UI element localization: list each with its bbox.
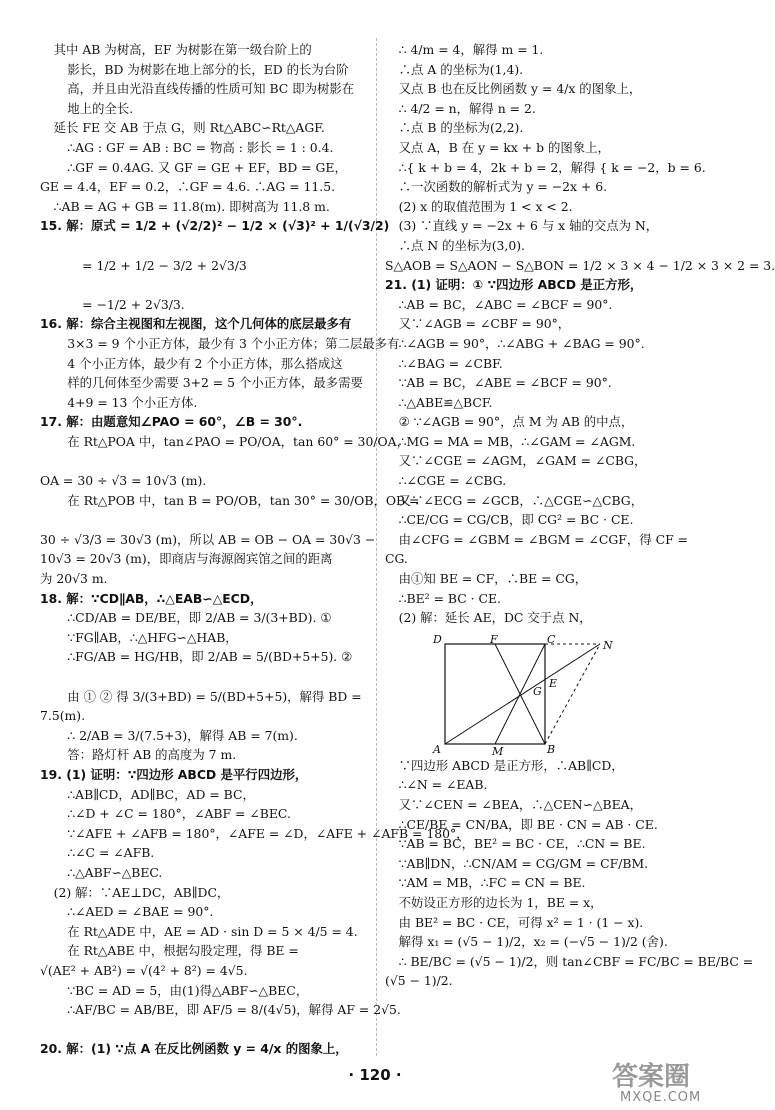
text-line: ∴CD/AB = DE/BE，即 2/AB = 3/(3+BD). ①: [67, 610, 332, 626]
text-line: 又∵∠ECG = ∠GCB，∴△CGE∽△CBG，: [398, 492, 644, 508]
text-line: 又∵∠CEN = ∠BEA，∴△CEN∽△BEA，: [398, 797, 642, 812]
right-column: [385, 40, 775, 991]
text-line: ∴GF = 0.4AG. 又 GF = GE + EF，BD = GE，: [67, 159, 347, 175]
text-line: ∴一次函数的解析式为 y = −2x + 6.: [398, 179, 608, 195]
watermark-site: MXQE.COM: [620, 1090, 702, 1105]
label-c: C: [547, 632, 556, 646]
text-line: ∴点 N 的坐标为(3,0).: [398, 237, 525, 253]
text-line: ∴MG = MA = MB，∴∠GAM = ∠AGM.: [398, 433, 636, 449]
text-line: ∴△ABE≌△BCF.: [398, 394, 493, 410]
text-line: ∴∠AGB = 90°，∴∠ABG + ∠BAG = 90°.: [398, 335, 645, 351]
text-line: ∴AF/BC = AB/BE，即 AF/5 = 8/(4√5)，解得 AF = 2√5.: [67, 1002, 401, 1018]
text-line: 16. 解：综合主视图和左视图，这个几何体的底层最多有: [40, 316, 352, 332]
text-line: ∴∠N = ∠EAB.: [398, 777, 488, 793]
label-f: F: [490, 632, 498, 646]
text-line: ∵∠AFE + ∠AFB = 180°，∠AFE = ∠D，∠AFE + ∠AFB = 180°，: [67, 825, 469, 841]
text-line: ∴点 B 的坐标为(2,2).: [398, 120, 524, 136]
text-line: OA = 30 ÷ √3 = 10√3 (m).: [40, 473, 207, 489]
text-line: 30 ÷ √3/3 = 30√3 (m)，所以 AB = OB − OA = 30√3 −: [40, 531, 376, 547]
label-b: B: [547, 742, 556, 756]
label-e: E: [549, 676, 558, 690]
text-line: ∴ BE/BC = (√5 − 1)/2，则 tan∠CBF = FC/BC = BE/BC =: [398, 953, 754, 969]
page-number: · 120 ·: [348, 1066, 402, 1084]
text-line: 20. 解：(1) ∵点 A 在反比例函数 y = 4/x 的图象上，: [40, 1041, 348, 1057]
text-line: ∴ 4/2 = n，解得 n = 2.: [398, 100, 536, 116]
text-line: ∵AB∥DN，∴CN/AM = CG/GM = CF/BM.: [398, 855, 649, 871]
text-line: 不妨设正方形的边长为 1，BE = x，: [398, 894, 603, 910]
text-line: (3) ∵直线 y = −2x + 6 与 x 轴的交点为 N，: [398, 218, 659, 234]
label-g: G: [533, 684, 542, 698]
text-line: GE = 4.4，EF = 0.2，∴GF = 4.6. ∴AG = 11.5.: [40, 179, 336, 195]
text-line: 由 BE² = BC · CE，可得 x² = 1 · (1 − x).: [398, 914, 644, 930]
text-line: 又∵∠AGB = ∠CBF = 90°，: [398, 316, 571, 332]
text-line: ∵AB = BC，BE² = BC · CE，∴CN = BE.: [398, 836, 646, 852]
text-line: 在 Rt△POA 中，tan∠PAO = PO/OA，tan 60° = 30/OA，: [67, 433, 409, 449]
text-line: 4 个小正方体，最少有 2 个小正方体，那么搭成这: [67, 355, 343, 371]
text-line: 答：路灯杆 AB 的高度为 7 m.: [67, 747, 237, 763]
text-line: [40, 275, 368, 295]
text-line: 由①知 BE = CF，∴BE = CG，: [398, 571, 588, 587]
text-line: ∴∠AED = ∠BAE = 90°.: [67, 904, 214, 920]
text-line: (2) 解：延长 AE，DC 交于点 N，: [398, 610, 592, 626]
text-line: 在 Rt△POB 中，tan B = PO/OB，tan 30° = 30/OB，OB =: [67, 492, 420, 508]
text-line: 4+9 = 13 个小正方体.: [67, 394, 198, 410]
text-line: 17. 解：由题意知∠PAO = 60°，∠B = 30°.: [40, 414, 303, 430]
text-line: ∴FG/AB = HG/HB，即 2/AB = 5/(BD+5+5). ②: [67, 649, 353, 665]
label-a: A: [433, 742, 441, 756]
text-line: 15. 解：原式 = 1/2 + (√2/2)² − 1/2 × (√3)² + 1/(√3/2): [40, 218, 390, 234]
text-line: (√5 − 1)/2.: [385, 973, 453, 989]
text-line: 又点 B 也在反比例函数 y = 4/x 的图象上，: [398, 81, 642, 97]
text-line: 21. (1) 证明：① ∵四边形 ABCD 是正方形，: [385, 277, 643, 293]
text-line: ∴BE² = BC · CE.: [398, 590, 501, 606]
text-line: ∴AB = BC，∠ABC = ∠BCF = 90°.: [398, 296, 613, 312]
text-line: ∵AB = BC，∠ABE = ∠BCF = 90°.: [398, 375, 612, 391]
text-line: ∴∠CGE = ∠CBG.: [398, 473, 507, 489]
label-d: D: [433, 632, 442, 646]
text-line: ∴AG : GF = AB : BC = 物高 : 影长 = 1 : 0.4.: [67, 139, 334, 155]
text-line: [40, 667, 368, 687]
text-line: 又点 A，B 在 y = kx + b 的图象上，: [398, 139, 610, 155]
text-line: ∴CE/CG = CG/CB，即 CG² = BC · CE.: [398, 512, 634, 528]
text-line: = −1/2 + 2√3/3.: [82, 296, 185, 312]
text-line: 为 20√3 m.: [40, 571, 108, 587]
text-line: 延长 FE 交 AB 于点 G，则 Rt△ABC∽Rt△AGF.: [53, 120, 325, 136]
text-line: 由 ① ② 得 3/(3+BD) = 5/(BD+5+5)，解得 BD =: [67, 688, 362, 704]
text-line: ② ∵∠AGB = 90°，点 M 为 AB 的中点，: [398, 414, 634, 430]
text-line: ∵FG∥AB，∴△HFG∽△HAB，: [67, 629, 238, 645]
text-line: ∴点 A 的坐标为(1,4).: [398, 61, 524, 77]
text-line: 在 Rt△ADE 中，AE = AD · sin D = 5 × 4/5 = 4.: [67, 923, 358, 939]
text-line: 又∵∠CGE = ∠AGM，∠GAM = ∠CBG，: [398, 453, 647, 469]
geometry-figure: [425, 634, 625, 752]
text-line: ∴ 2/AB = 3/(7.5+3)，解得 AB = 7(m).: [67, 727, 298, 743]
text-line: = 1/2 + 1/2 − 3/2 + 2√3/3: [82, 257, 247, 273]
text-line: 样的几何体至少需要 3+2 = 5 个小正方体，最多需要: [67, 375, 363, 391]
text-line: ∴∠D + ∠C = 180°，∠ABF = ∠BEC.: [67, 806, 291, 822]
text-line: ∴ 4/m = 4，解得 m = 1.: [398, 42, 544, 57]
text-line: 3×3 = 9 个小正方体，最少有 3 个小正方体；第二层最多有: [67, 335, 400, 351]
label-n: N: [603, 638, 613, 652]
text-line: 由∠CFG = ∠GBM = ∠BGM = ∠CGF，得 CF =: [398, 531, 689, 547]
text-line: CG.: [385, 551, 408, 567]
text-line: 高，并且由光沿直线传播的性质可知 BC 即为树影在: [67, 81, 355, 97]
text-line: [40, 510, 368, 530]
label-m: M: [492, 744, 504, 758]
text-line: 10√3 = 20√3 (m)，即商店与海源阁宾馆之间的距离: [40, 551, 333, 567]
text-line: ∴∠C = ∠AFB.: [67, 845, 155, 861]
text-line: 18. 解：∵CD∥AB，∴△EAB∽△ECD，: [40, 590, 263, 606]
text-line: 解得 x₁ = (√5 − 1)/2，x₂ = (−√5 − 1)/2 (舍).: [398, 934, 668, 950]
text-line: 影长，BD 为树影在地上部分的长，ED 的长为台阶: [67, 61, 349, 77]
text-line: ∴∠BAG = ∠CBF.: [398, 355, 503, 371]
watermark-logo: 答案圈: [612, 1062, 691, 1092]
text-line: 19. (1) 证明：∵四边形 ABCD 是平行四边形，: [40, 766, 308, 782]
text-line: ∵BC = AD = 5，由(1)得△ABF∽△BEC，: [67, 982, 309, 998]
text-line: ∵AM = MB，∴FC = CN = BE.: [398, 875, 586, 891]
text-line: ∴AB∥CD，AD∥BC，AD = BC，: [67, 786, 255, 802]
text-line: 在 Rt△ABE 中，根据勾股定理，得 BE =: [67, 943, 299, 959]
text-line: √(AE² + AB²) = √(4² + 8²) = 4√5.: [40, 962, 248, 978]
text-line: ∴AB = AG + GB = 11.8(m). 即树高为 11.8 m.: [53, 198, 330, 214]
text-line: ∴{ k + b = 4，2k + b = 2，解得 { k = −2，b = 6.: [398, 159, 706, 175]
text-line: [40, 1020, 368, 1040]
text-line: ∵四边形 ABCD 是正方形，∴AB∥CD，: [398, 757, 624, 773]
text-line: [40, 236, 368, 256]
text-line: [40, 451, 368, 471]
text-line: ∴△ABF∽△BEC.: [67, 864, 163, 880]
square-diagram: [385, 632, 715, 758]
text-line: 7.5(m).: [40, 708, 86, 724]
text-line: ∴CE/BE = CN/BA，即 BE · CN = AB · CE.: [398, 816, 658, 832]
text-line: S△AOB = S△AON − S△BON = 1/2 × 3 × 4 − 1/2 × 3 × 2 = 3.: [385, 257, 775, 273]
text-line: 地上的全长.: [67, 100, 134, 116]
column-divider: [376, 38, 377, 1056]
text-line: 其中 AB 为树高，EF 为树影在第一级台阶上的: [53, 42, 312, 57]
text-line: (2) 解：∵AE⊥DC，AB∥DC，: [53, 884, 230, 900]
text-line: (2) x 的取值范围为 1 < x < 2.: [398, 198, 573, 214]
